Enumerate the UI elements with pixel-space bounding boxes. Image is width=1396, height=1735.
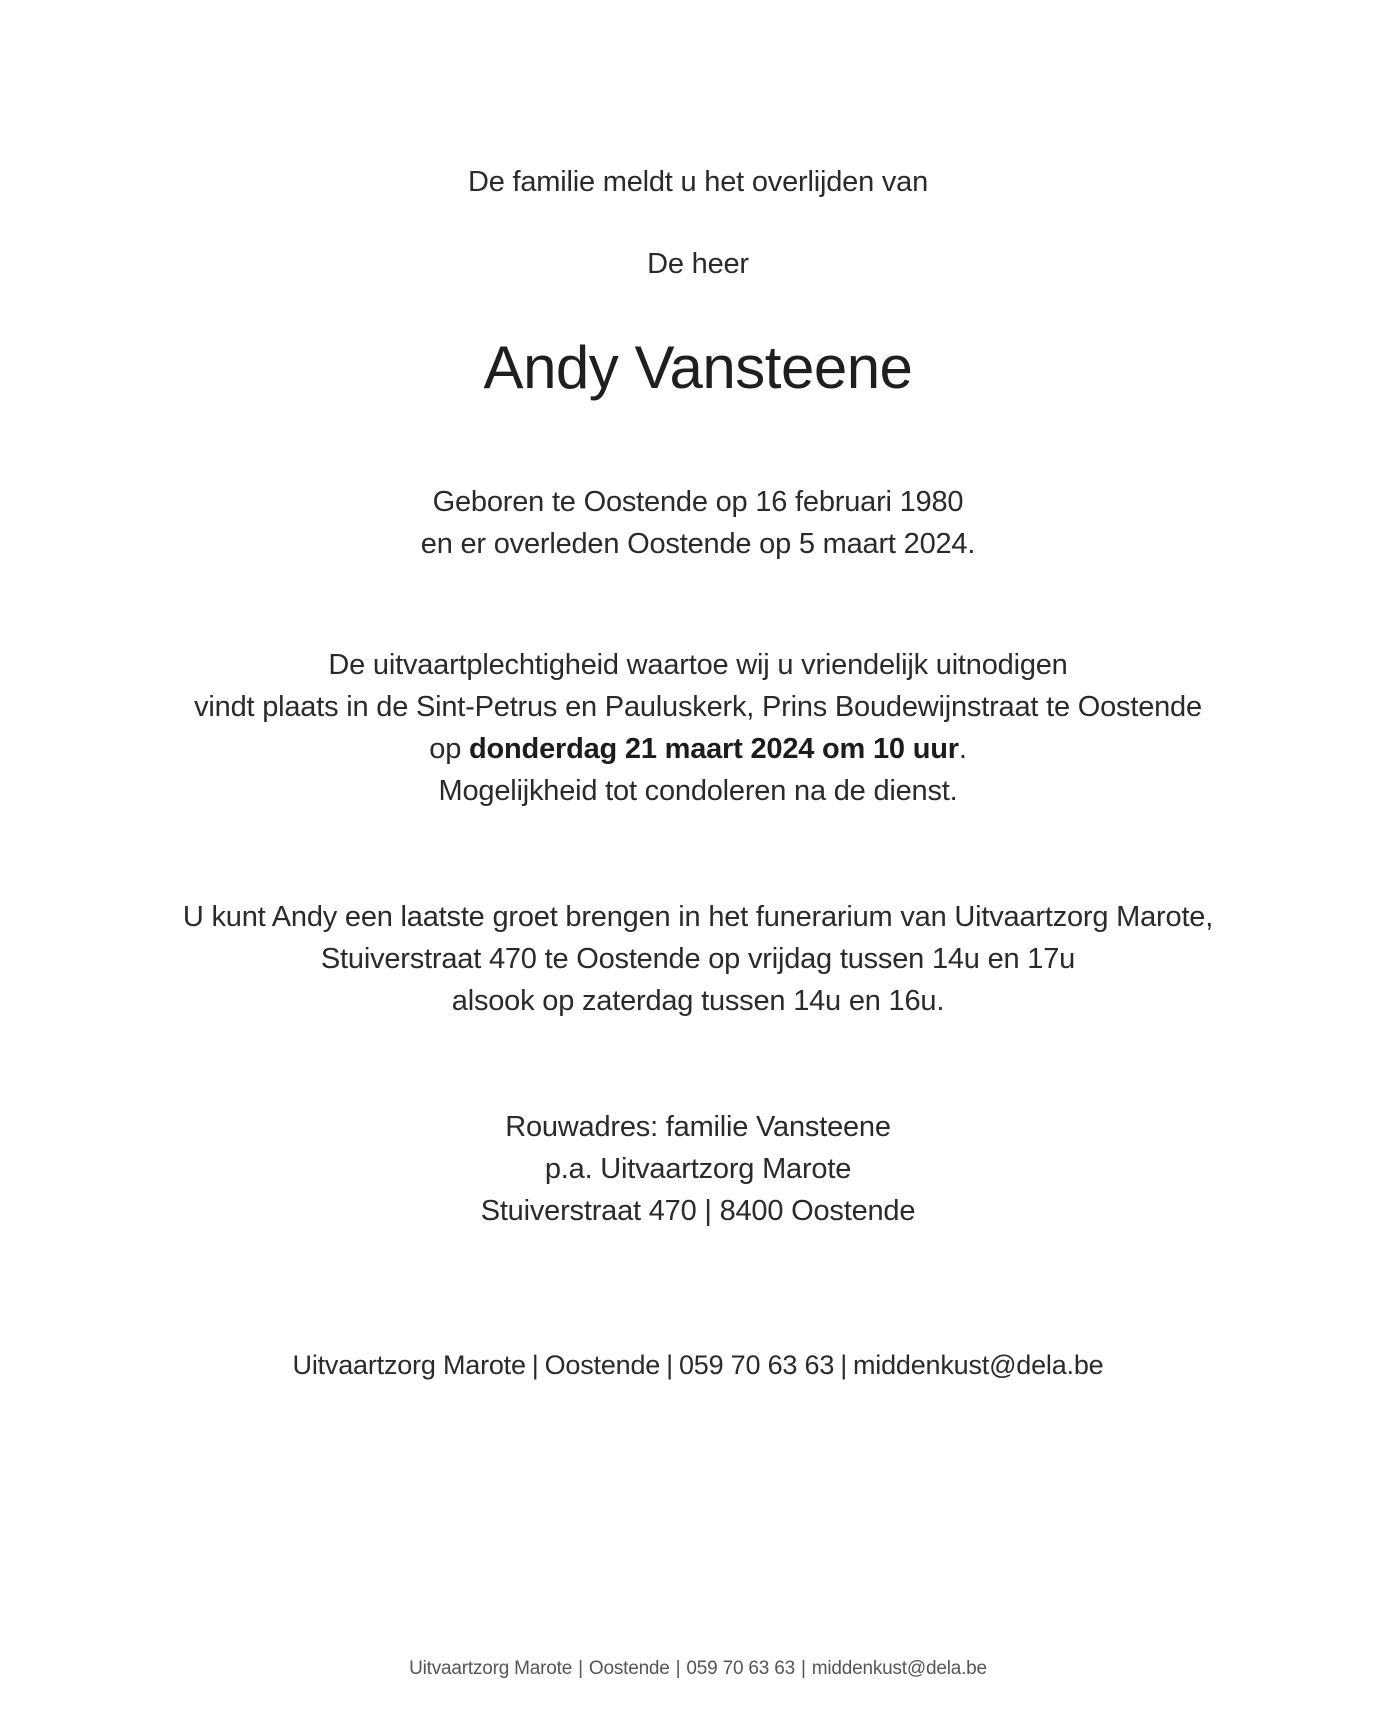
visit-line-3: alsook op zaterdag tussen 14u en 16u. — [451, 985, 945, 1017]
visit-line-1: U kunt Andy een laatste groet brengen in het funerarium van Uitvaartzorg Marote, — [182, 901, 1214, 933]
contact-city: Oostende — [544, 1350, 661, 1380]
page-footer — [0, 1656, 1396, 1682]
contact-phone: 059 70 63 63 — [678, 1350, 835, 1380]
footer-separator: | — [578, 1658, 583, 1679]
footer-city: Oostende — [588, 1658, 670, 1679]
footer-phone: 059 70 63 63 — [686, 1658, 795, 1679]
visit-line-2: Stuiverstraat 470 te Oostende op vrijdag tussen 14u en 17u — [320, 943, 1076, 975]
footer-separator: | — [800, 1658, 806, 1679]
mourning-address-line-3: Stuiverstraat 470 | 8400 Oostende — [480, 1195, 916, 1227]
ceremony-datetime-suffix: . — [958, 733, 967, 765]
mourning-address-line-2: p.a. Uitvaartzorg Marote — [544, 1153, 852, 1185]
intro-text: De familie meldt u het overlijden van — [467, 166, 929, 198]
contact-line — [0, 1345, 1396, 1385]
death-line: en er overleden Oostende op 5 maart 2024. — [420, 528, 976, 560]
honorific: De heer — [647, 248, 749, 280]
footer-separator: | — [675, 1658, 681, 1679]
ceremony-location: vindt plaats in de Sint-Petrus en Pauluskerk, Prins Boudewijnstraat te Oostende — [194, 691, 1202, 723]
condolence-note: Mogelijkheid tot condoleren na de dienst. — [438, 775, 958, 807]
footer-company: Uitvaartzorg Marote — [409, 1658, 573, 1679]
contact-email[interactable]: middenkust@dela.be — [853, 1350, 1104, 1380]
ceremony-datetime-bold: donderdag 21 maart 2024 om 10 uur — [469, 733, 959, 765]
ceremony-invite: De uitvaartplechtigheid waartoe wij u vriendelijk uitnodigen — [328, 649, 1068, 681]
contact-separator: | — [531, 1350, 539, 1380]
contact-separator: | — [840, 1350, 848, 1380]
birth-line: Geboren te Oostende op 16 februari 1980 — [432, 486, 964, 518]
mourning-address-line-1: Rouwadres: familie Vansteene — [505, 1111, 891, 1143]
ceremony-datetime — [0, 729, 1396, 769]
footer-email[interactable]: middenkust@dela.be — [811, 1658, 987, 1679]
contact-company: Uitvaartzorg Marote — [292, 1350, 526, 1380]
deceased-name: Andy Vansteene — [483, 334, 913, 401]
contact-separator: | — [666, 1350, 673, 1380]
ceremony-datetime-prefix: op — [429, 733, 462, 765]
